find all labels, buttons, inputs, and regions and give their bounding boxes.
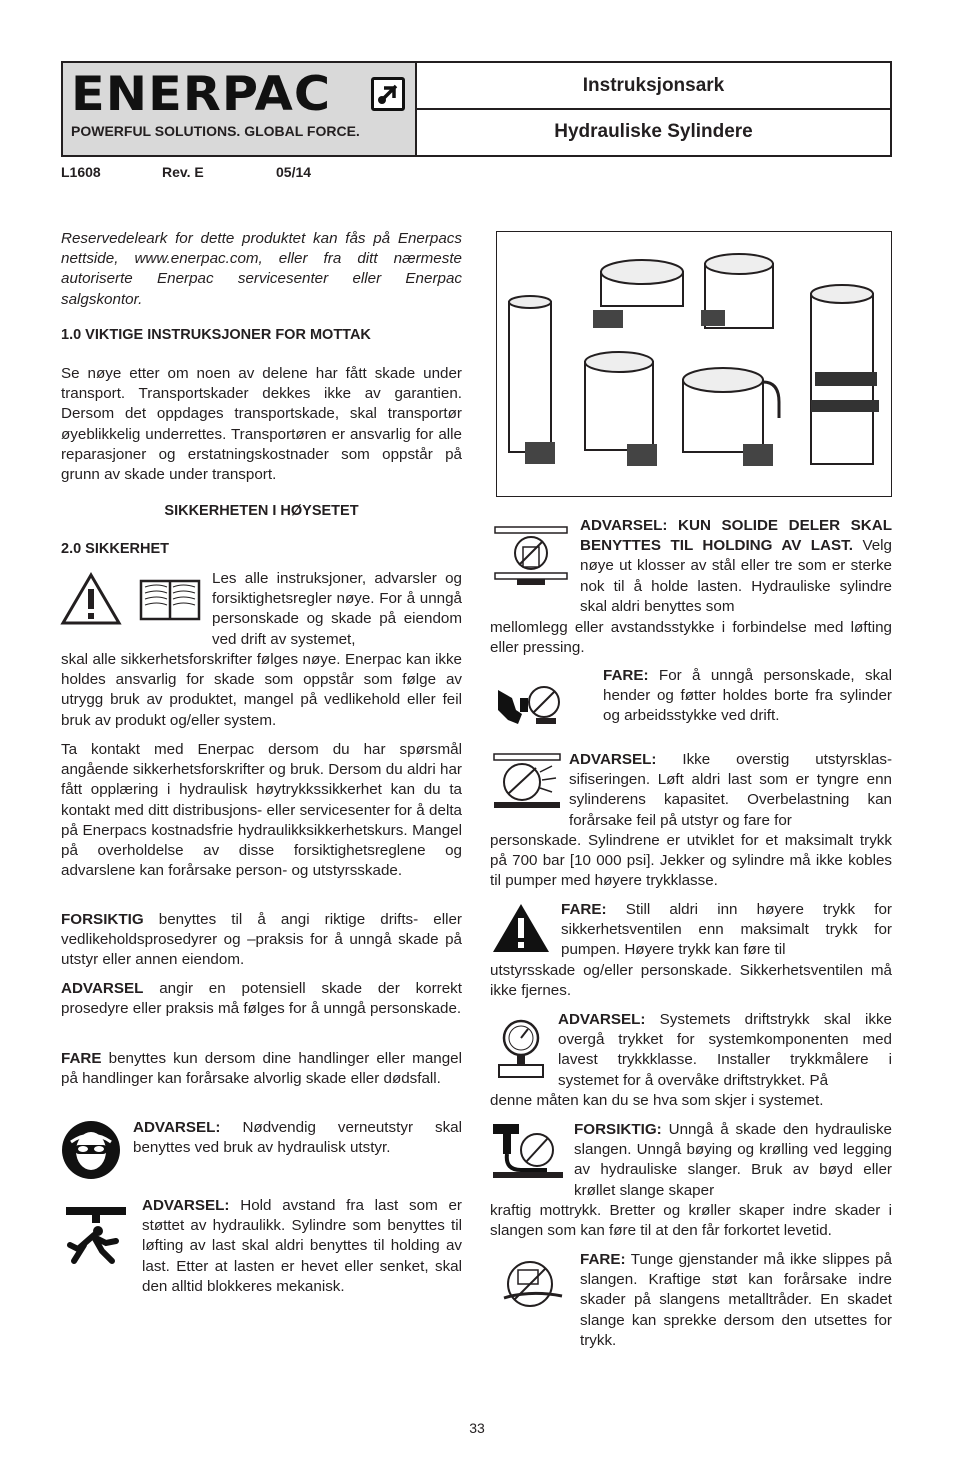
header-box	[61, 61, 892, 157]
heavy-object-hose-icon	[496, 1256, 568, 1317]
section2-heading: 2.0 SIKKERHET	[61, 541, 169, 557]
document-title: Instruksjonsark	[417, 63, 890, 110]
danger-relief-valve	[561, 900, 892, 961]
danger-relief-valve-text: Still aldri inn høyere trykk for sikkerhetsventilen enn maksimalt trykk for pumpen. Høyere trykk kan føre til	[561, 901, 892, 959]
warning-load-label: ADVARSEL:	[142, 1197, 230, 1214]
warning-load-text: Hold avstand fra last som er støttet av hydraulikk. Sylindre som benyttes til løfting av last skal aldri benyttes til holding av last. Etter at lasten er hevet eller senket, skal den alltid blokkeres mekanisk.	[142, 1197, 462, 1295]
fare-label: FARE	[61, 1050, 102, 1067]
warning-load	[142, 1196, 462, 1297]
section1-text: Se nøye etter om noen av delene har fått skade under transport. Transportskader dekkes ikke av garantien. Dersom det oppdages transportskade, skal transportør øyeblikkelig underrettes. Transportøren er ansvarlig for alle reparasjoner og erstatningskostnader som oppstår på grunn av skade under transport.	[61, 365, 462, 484]
advarsel-label: ADVARSEL	[61, 980, 144, 997]
caution-hose-label: FORSIKTIG:	[574, 1121, 662, 1138]
safety-title: SIKKERHETEN I HØYSETET	[164, 503, 359, 519]
pressure-gauge-icon	[495, 1018, 547, 1085]
warning-pressure-text: Systemets driftstrykk skal ikke overgå trykket for systemkomponenten med lavest trykkklasse. Installer trykkmålere i systemet for å overvåke driftstrykket. På	[558, 1011, 892, 1089]
forsiktig-label: FORSIKTIG	[61, 911, 144, 928]
manual-book-icon	[139, 577, 201, 628]
cylinder-product-photo	[496, 231, 892, 497]
document-subtitle: Hydrauliske Sylindere	[554, 120, 753, 142]
danger-hands-feet-label: FARE:	[603, 667, 649, 684]
forsiktig-text: benyttes til å angi riktige drifts- eller vedlikeholdsprosedyrer og –praksis for å unngå skade på utstyr eller annen eiendom.	[61, 911, 462, 969]
warning-pressure-cont: denne måten kan du se hva som skjer i systemet.	[490, 1092, 824, 1109]
warning-overload-text: Ikke overstig utstyrsklas-sifiseringen. Løft aldri last som er tyngre enn sylinderens kapasitet. Overbelastning kan forårsake feil på utstyr og fare for	[569, 751, 892, 829]
warning-overload	[569, 750, 892, 831]
enerpac-logo: ENERPAC	[71, 67, 332, 122]
hands-feet-hazard-icon	[492, 680, 564, 735]
danger-triangle-icon	[491, 902, 551, 959]
danger-relief-valve-label: FARE:	[561, 901, 607, 918]
contact-paragraph: Ta kontakt med Enerpac dersom du har spørsmål angående sikkerhetsforskrifter og bruk. Dersom du aldri har fått opplæring i hydraulisk høytrykkssikkerhet kan du ta kontakt med ditt distribusjons- eller servicesenter for å delta på Enerpacs kostnadsfrie hydraulikksikkerhetskurs. Mangel på overholdelse av disse forsiktighetsreglene og advarslene kan forårsake person- og utstyrsskade.	[61, 741, 462, 880]
danger-heavy-objects-label: FARE:	[580, 1251, 626, 1268]
safety-intro-a: Les alle instruksjoner, advarsler og forsiktighetsregler nøye. For å unngå personskade og skade på eiendom ved drift av systemet,	[212, 570, 462, 648]
warning-overload-label: ADVARSEL:	[569, 751, 657, 768]
protective-equipment-icon	[61, 1120, 121, 1185]
caution-hose	[574, 1120, 892, 1201]
warning-pressure-label: ADVARSEL:	[558, 1011, 646, 1028]
forsiktig-definition	[61, 910, 462, 971]
warning-ppe-label: ADVARSEL:	[133, 1119, 221, 1136]
warning-solid-parts-cont: mellomlegg eller avstandsstykke i forbindelse med løfting eller pressing.	[490, 619, 892, 657]
section1-heading: 1.0 VIKTIGE INSTRUKSJONER FOR MOTTAK	[61, 327, 371, 343]
advarsel-text: angir en potensiell skade der korrekt prosedyre eller praksis må følges for å unngå personskade.	[61, 980, 462, 1018]
warning-solid-parts-label: ADVARSEL: KUN SOLIDE DELER SKAL BENYTTES TIL HOLDING AV LAST.	[580, 517, 892, 555]
warning-overload-cont: personskade. Sylindrene er utviklet for et maksimalt trykk på 700 bar [10 000 psi]. Jekker og sylindre må ikke kobles til pumper med høyere trykklasse.	[490, 832, 892, 890]
overload-icon	[492, 752, 562, 817]
hose-damage-icon	[491, 1122, 565, 1185]
page-number: 33	[469, 1420, 485, 1436]
warning-solid-parts	[580, 516, 892, 617]
caution-hose-text: Unngå å skade den hydrauliske slangen. Unngå bøying og krølling ved legging av hydrauliske slanger. Bruk av bøyd eller krøllet slange skaper	[574, 1121, 892, 1199]
tagline: POWERFUL SOLUTIONS. GLOBAL FORCE.	[71, 123, 360, 139]
logo-mark-icon	[371, 77, 405, 111]
warning-ppe	[133, 1118, 462, 1158]
danger-hands-feet	[603, 666, 892, 727]
warning-solid-parts-text: Velg nøye ut klosser av stål eller tre som er sterke nok til å holde lasten. Hydrauliske sylindre skal aldri benyttes som	[580, 537, 893, 615]
intro-paragraph: Reservedeleark for dette produktet kan fås på Enerpacs nettside, www.enerpac.com, eller fra ditt nærmeste autoriserte Enerpac servicesenter eller Enerpac salgskontor.	[61, 230, 462, 308]
warning-triangle-icon	[60, 572, 122, 631]
danger-hands-feet-text: For å unngå personskade, skal hender og føtter holdes borte fra sylinder og arbeidsstykke ved drift.	[603, 667, 892, 725]
fare-definition	[61, 1049, 462, 1089]
danger-heavy-objects	[580, 1250, 892, 1351]
warning-pressure	[558, 1010, 892, 1091]
safety-intro-b: skal alle sikkerhetsforskrifter følges nøye. Enerpac kan ikke holdes ansvarlig for skade som oppstår som følge av utrygg bruk av produktet, mangel på vedlikehold eller feil bruk av produkt og/eller system.	[61, 651, 462, 729]
fare-text: benyttes kun dersom dine handlinger eller mangel på handlinger kan forårsake alvorlig skade eller dødsfall.	[61, 1050, 462, 1088]
danger-heavy-objects-text: Tunge gjenstander må ikke slippes på slangen. Kraftige støt kan forårsake indre skader på slangens metalltråder. En skadet slange kan sprekke dersom den utsettes for trykk.	[580, 1251, 892, 1349]
falling-load-icon	[64, 1205, 128, 1274]
caution-hose-cont: kraftig mottrykk. Bretter og krøller skaper indre skader i slangen som kan føre til at den får forkortet levetid.	[490, 1202, 892, 1240]
warning-ppe-text: Nødvendig verneutstyr skal benyttes ved bruk av hydraulisk utstyr.	[133, 1119, 462, 1157]
advarsel-definition	[61, 979, 462, 1019]
doc-revision: Rev. E	[162, 164, 204, 180]
solid-blocking-icon	[493, 525, 569, 594]
doc-number: L1608	[61, 164, 101, 180]
doc-date: 05/14	[276, 164, 312, 180]
danger-relief-valve-cont: utstyrsskade og/eller personskade. Sikkerhetsventilen må ikke fjernes.	[490, 962, 892, 1000]
logo-panel	[63, 63, 417, 155]
